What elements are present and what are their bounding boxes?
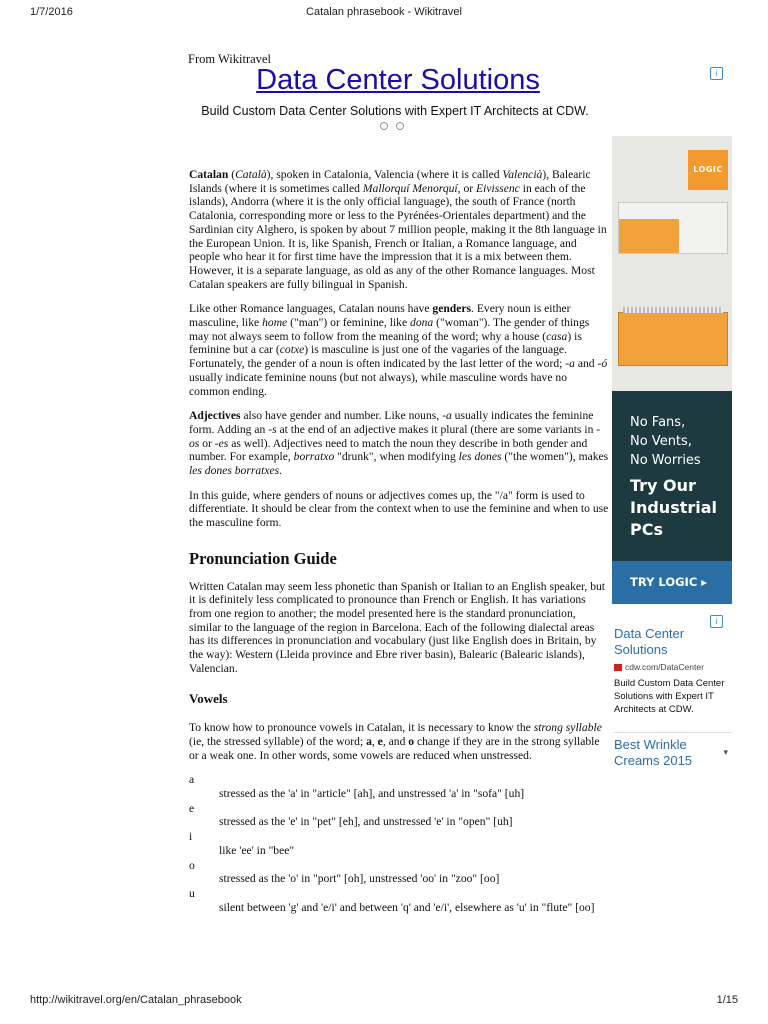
print-date: 1/7/2016 xyxy=(30,6,73,18)
logic-banner-ad[interactable] xyxy=(612,136,732,604)
industrial-pc-image xyxy=(618,312,728,366)
vowel-letter: e xyxy=(189,801,195,815)
article-body xyxy=(189,168,609,915)
pronunciation-heading: Pronunciation Guide xyxy=(189,548,337,568)
print-url: http://wikitravel.org/en/Catalan_phrasebook xyxy=(30,994,242,1006)
side-text-ad-2[interactable] xyxy=(614,732,732,769)
vowel-description: stressed as the 'e' in "pet" [eh], and unstressed 'e' in "open" [uh] xyxy=(219,815,513,829)
vowel-description: silent between 'g' and 'e/i' and between 'q' and 'e/i', elsewhere as 'u' in "flute" [oo] xyxy=(219,900,595,914)
vowels-heading: Vowels xyxy=(189,690,228,706)
ad-carousel-dots xyxy=(380,122,404,130)
vowel-letter: i xyxy=(189,830,193,844)
logic-headline: Try Our Industrial PCs xyxy=(630,476,718,539)
vowel-description: stressed as the 'a' in "article" [ah], and unstressed 'a' in "sofa" [uh] xyxy=(219,787,525,801)
adchoices-icon[interactable]: i xyxy=(710,615,723,628)
ad-title-link[interactable]: Data Center Solutions xyxy=(256,64,540,96)
vowel-letter: a xyxy=(189,773,195,787)
adjectives-paragraph: Adjectives also have gender and number. Like nouns, -a usually indicates the feminine form. Adding an -s at the end of an adjective makes it plural (there are some variants in -os or -es as well). Adjectives need to match the noun they describe in both gender and number. For example, borratxo "drunk", when modifying les dones ("the women"), makes les dones borratxes. xyxy=(189,409,609,478)
logic-ad-message xyxy=(612,391,732,604)
side-ad-description: Build Custom Data Center Solutions with Expert IT Architects at CDW. xyxy=(614,678,725,715)
vowels-paragraph: To know how to pronounce vowels in Catalan, it is necessary to know the strong syllable (ie, the stressed syllable) of the word; a, e, and o change if they are in the strong syllable or a weak one. In other words, some vowels are reduced when unstressed. xyxy=(189,721,602,762)
logic-tagline: No Fans, No Vents, No Worries xyxy=(630,415,701,468)
logic-logo: LOGIC xyxy=(688,150,728,190)
carousel-dot[interactable] xyxy=(396,122,404,130)
industrial-pc-image xyxy=(618,202,728,254)
vowel-description: stressed as the 'o' in "port" [oh], unstressed 'oo' in "zoo" [oo] xyxy=(219,872,500,886)
vowel-letter: u xyxy=(189,886,195,900)
side-text-ad[interactable] xyxy=(614,626,732,716)
vowel-description: like 'ee' in "bee" xyxy=(219,843,295,857)
intro-paragraph: Catalan (Català), spoken in Catalonia, Valencia (where it is called Valencià), Balearic Islands (where it is sometimes called Mallorquí Menorquí, or Eivissenc in each of the islands), Andorra (where it is the only official language), the south of France (north Catalonia, corresponding more or less to the Pyrénées-Orientales department) and the Sardinian city Alghero, is spoken by about 7 million people, making it the 8th language in the European Union. It is, like Spanish, French or Italian, a Romance language, and people who hear it for first time have the impression that it is a mix between them. However, it is a separate language, as old as any of the other Romance languages. Most Catalan speakers are fully bilingual in Spanish. xyxy=(189,168,607,291)
guide-note-paragraph: In this guide, where genders of nouns or adjectives comes up, the "/a" form is used to differentiate. It should be clear from the context when to use the feminine and when to use the masculine form. xyxy=(189,488,609,530)
page-number: 1/15 xyxy=(716,994,738,1006)
vowel-letter: o xyxy=(189,858,195,872)
side-ad-title[interactable]: Data Center Solutions xyxy=(614,626,685,657)
print-title: Catalan phrasebook - Wikitravel xyxy=(306,6,462,18)
logic-ad-product-area xyxy=(612,136,732,391)
favicon-icon xyxy=(614,664,622,671)
adchoices-icon[interactable]: i xyxy=(710,67,723,80)
genders-paragraph: Like other Romance languages, Catalan nouns have genders. Every noun is either masculine, like home ("man") or feminine, like dona ("woman"). The gender of things may not always seem to follow from the meaning of the word; why a house (casa) is feminine but a car (cotxe) is masculine is just one of the vagaries of the language. Fortunately, the gender of a noun is often indicated by the last letter of the word; -a and -ó usually indicate feminine nouns (but not always), while masculine words have no common ending. xyxy=(189,302,608,398)
pronunciation-paragraph: Written Catalan may seem less phonetic than Spanish or Italian to an English speaker, but it is definitely less complicated to pronounce than French or English. It has variations from one region to another; the model presented here is the standard pronunciation, similar to the language of the region in Barcelona. Each of the following dialectal areas has its differences in pronunciation and vocabulary (just like English does in Britain, by the way): Western (Lleida province and Ebre river basin), Balearic (Balearic islands), Valencian. xyxy=(189,579,606,675)
side-ad-url[interactable]: cdw.com/DataCenter xyxy=(614,662,732,672)
vowel-list xyxy=(189,773,609,914)
from-label: From Wikitravel xyxy=(188,52,271,66)
chevron-down-icon[interactable]: ▾ xyxy=(723,747,728,757)
ad-subtitle: Build Custom Data Center Solutions with Expert IT Architects at CDW. xyxy=(201,104,589,118)
carousel-dot[interactable] xyxy=(380,122,388,130)
try-logic-button[interactable]: TRY LOGIC ▸ xyxy=(612,561,732,604)
side-ad-2-title[interactable]: Best Wrinkle Creams 2015 xyxy=(614,737,693,768)
